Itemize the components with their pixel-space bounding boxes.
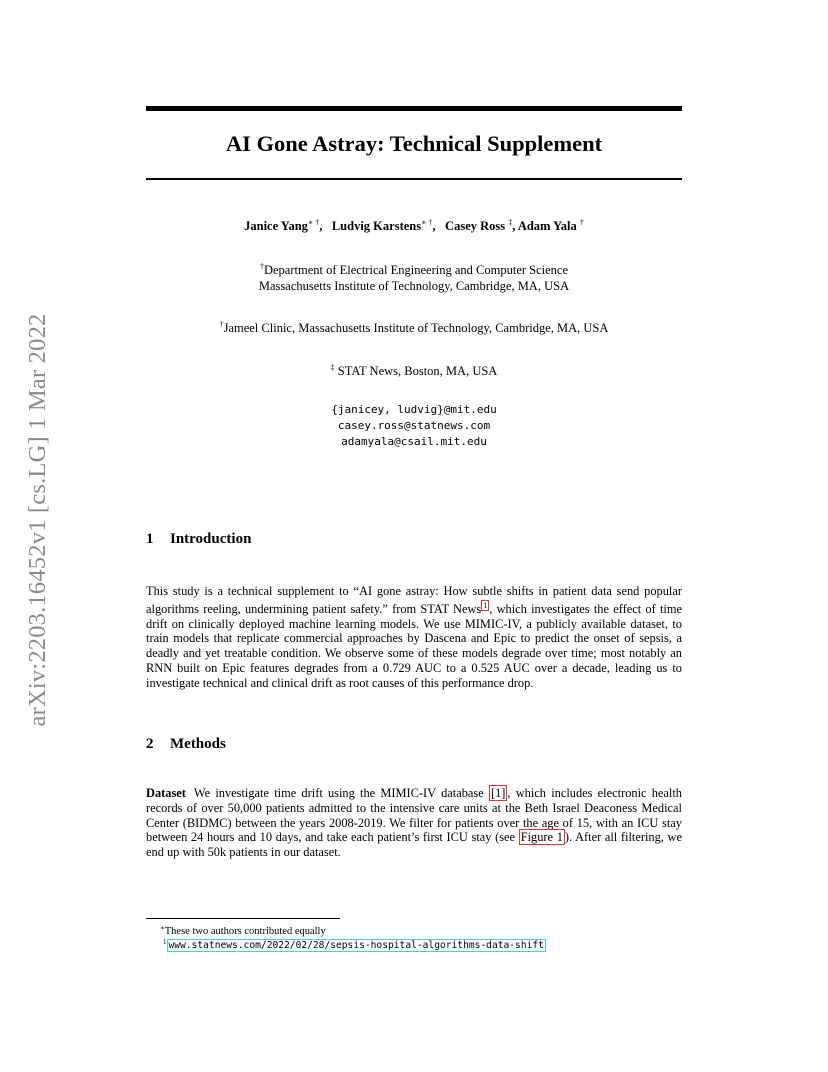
- email-line[interactable]: casey.ross@statnews.com: [337, 419, 491, 432]
- footnote-url: [163, 936, 546, 952]
- author-name: Ludvig Karstens: [331, 219, 422, 233]
- affiliation-mit: [146, 259, 682, 294]
- author-name: Janice Yang: [244, 219, 308, 233]
- affiliation-line: Massachusetts Institute of Technology, Cambridge, MA, USA: [258, 278, 570, 293]
- section-number: 1: [146, 531, 154, 547]
- paragraph-text: , which includes electronic health records of over 50,000 patients admitted to the intensive care units at the Beth Israel Deaconess Medical Center (BIDMC) between the years 2008-2019. We filter for patients over the age of 15, with an ICU stay between 24 hours and 10 days, and take each patient’s first ICU stay (see: [146, 786, 683, 845]
- footnote-text: These two authors contributed equally: [164, 926, 326, 937]
- title-top-rule: [146, 106, 682, 111]
- section-heading-methods: [146, 735, 226, 753]
- affiliation-line: Jameel Clinic, Massachusetts Institute of Technology, Cambridge, MA, USA: [223, 321, 609, 335]
- footnote-mark: ∗: [160, 924, 165, 932]
- footnote-mark: 1: [163, 938, 167, 946]
- affiliation-mark: ‡: [330, 363, 335, 372]
- affiliation-line: Department of Electrical Engineering and Computer Science: [263, 263, 569, 277]
- paragraph-run-in-heading: Dataset: [146, 786, 186, 800]
- affiliation-mark: †: [259, 262, 264, 271]
- email-line[interactable]: {janicey, ludvig}@mit.edu: [331, 403, 497, 416]
- author-mark: ‡: [508, 218, 513, 227]
- footnote-url-link[interactable]: www.statnews.com/2022/02/28/sepsis-hospital-algorithms-data-shift: [168, 940, 544, 951]
- section-heading-introduction: [146, 530, 251, 548]
- author-name: Adam Yala: [517, 219, 577, 233]
- paper-title: AI Gone Astray: Technical Supplement: [225, 131, 603, 156]
- introduction-paragraph: [146, 584, 682, 691]
- footnote-rule: [146, 918, 340, 919]
- paragraph-text: This study is a technical supplement to “AI gone astray: How subtle shifts in patient data send popular algorithms reeling, undermining patient safety.” from STAT News: [146, 584, 682, 616]
- author-mark: ∗ †: [307, 218, 320, 227]
- footnote-link[interactable]: 1: [483, 600, 488, 610]
- paragraph-text: ). After all filtering, we end up with 50k patients in our dataset.: [146, 830, 682, 860]
- author-mark: †: [579, 218, 584, 227]
- section-title: Introduction: [170, 531, 252, 547]
- arxiv-sidebar-stamp: arXiv:2203.16452v1 [cs.LG] 1 Mar 2022: [24, 313, 51, 727]
- email-line[interactable]: adamyala@csail.mit.edu: [341, 435, 487, 448]
- author-list: Janice Yang∗ †, Ludvig Karstens∗ †, Casey Ross ‡, Adam Yala †: [244, 218, 584, 233]
- affiliation-mark: †: [219, 320, 224, 329]
- section-number: 2: [146, 736, 154, 752]
- citation-link[interactable]: [1]: [490, 786, 506, 800]
- dataset-paragraph: [146, 786, 682, 860]
- paragraph-text: , which investigates the effect of time drift on clinically deployed machine learning models. We use MIMIC-IV, a publicly available dataset, to train models that replicate commercial approaches by Dascena and Epic to predict the onset of sepsis, a deadly and yet treatable condition. We observe some of these models degrade over time; most notably an RNN built on Epic features degrades from a 0.729 AUC to a 0.525 AUC over a decade, leading us to investigate technical and clinical drift as root causes of this performance drop.: [146, 601, 682, 690]
- email-block: [146, 402, 682, 450]
- author-name: Casey Ross: [445, 219, 506, 233]
- affiliation-line: STAT News, Boston, MA, USA: [334, 364, 498, 378]
- paragraph-text: We investigate time drift using the MIMIC-IV database: [193, 786, 489, 800]
- author-mark: ∗ †: [421, 218, 433, 227]
- affiliation-stat: [146, 360, 682, 380]
- figure-reference-link[interactable]: Figure 1: [520, 830, 563, 845]
- affiliation-jameel: [146, 317, 682, 337]
- title-bottom-rule: [146, 178, 682, 180]
- section-title: Methods: [170, 736, 226, 752]
